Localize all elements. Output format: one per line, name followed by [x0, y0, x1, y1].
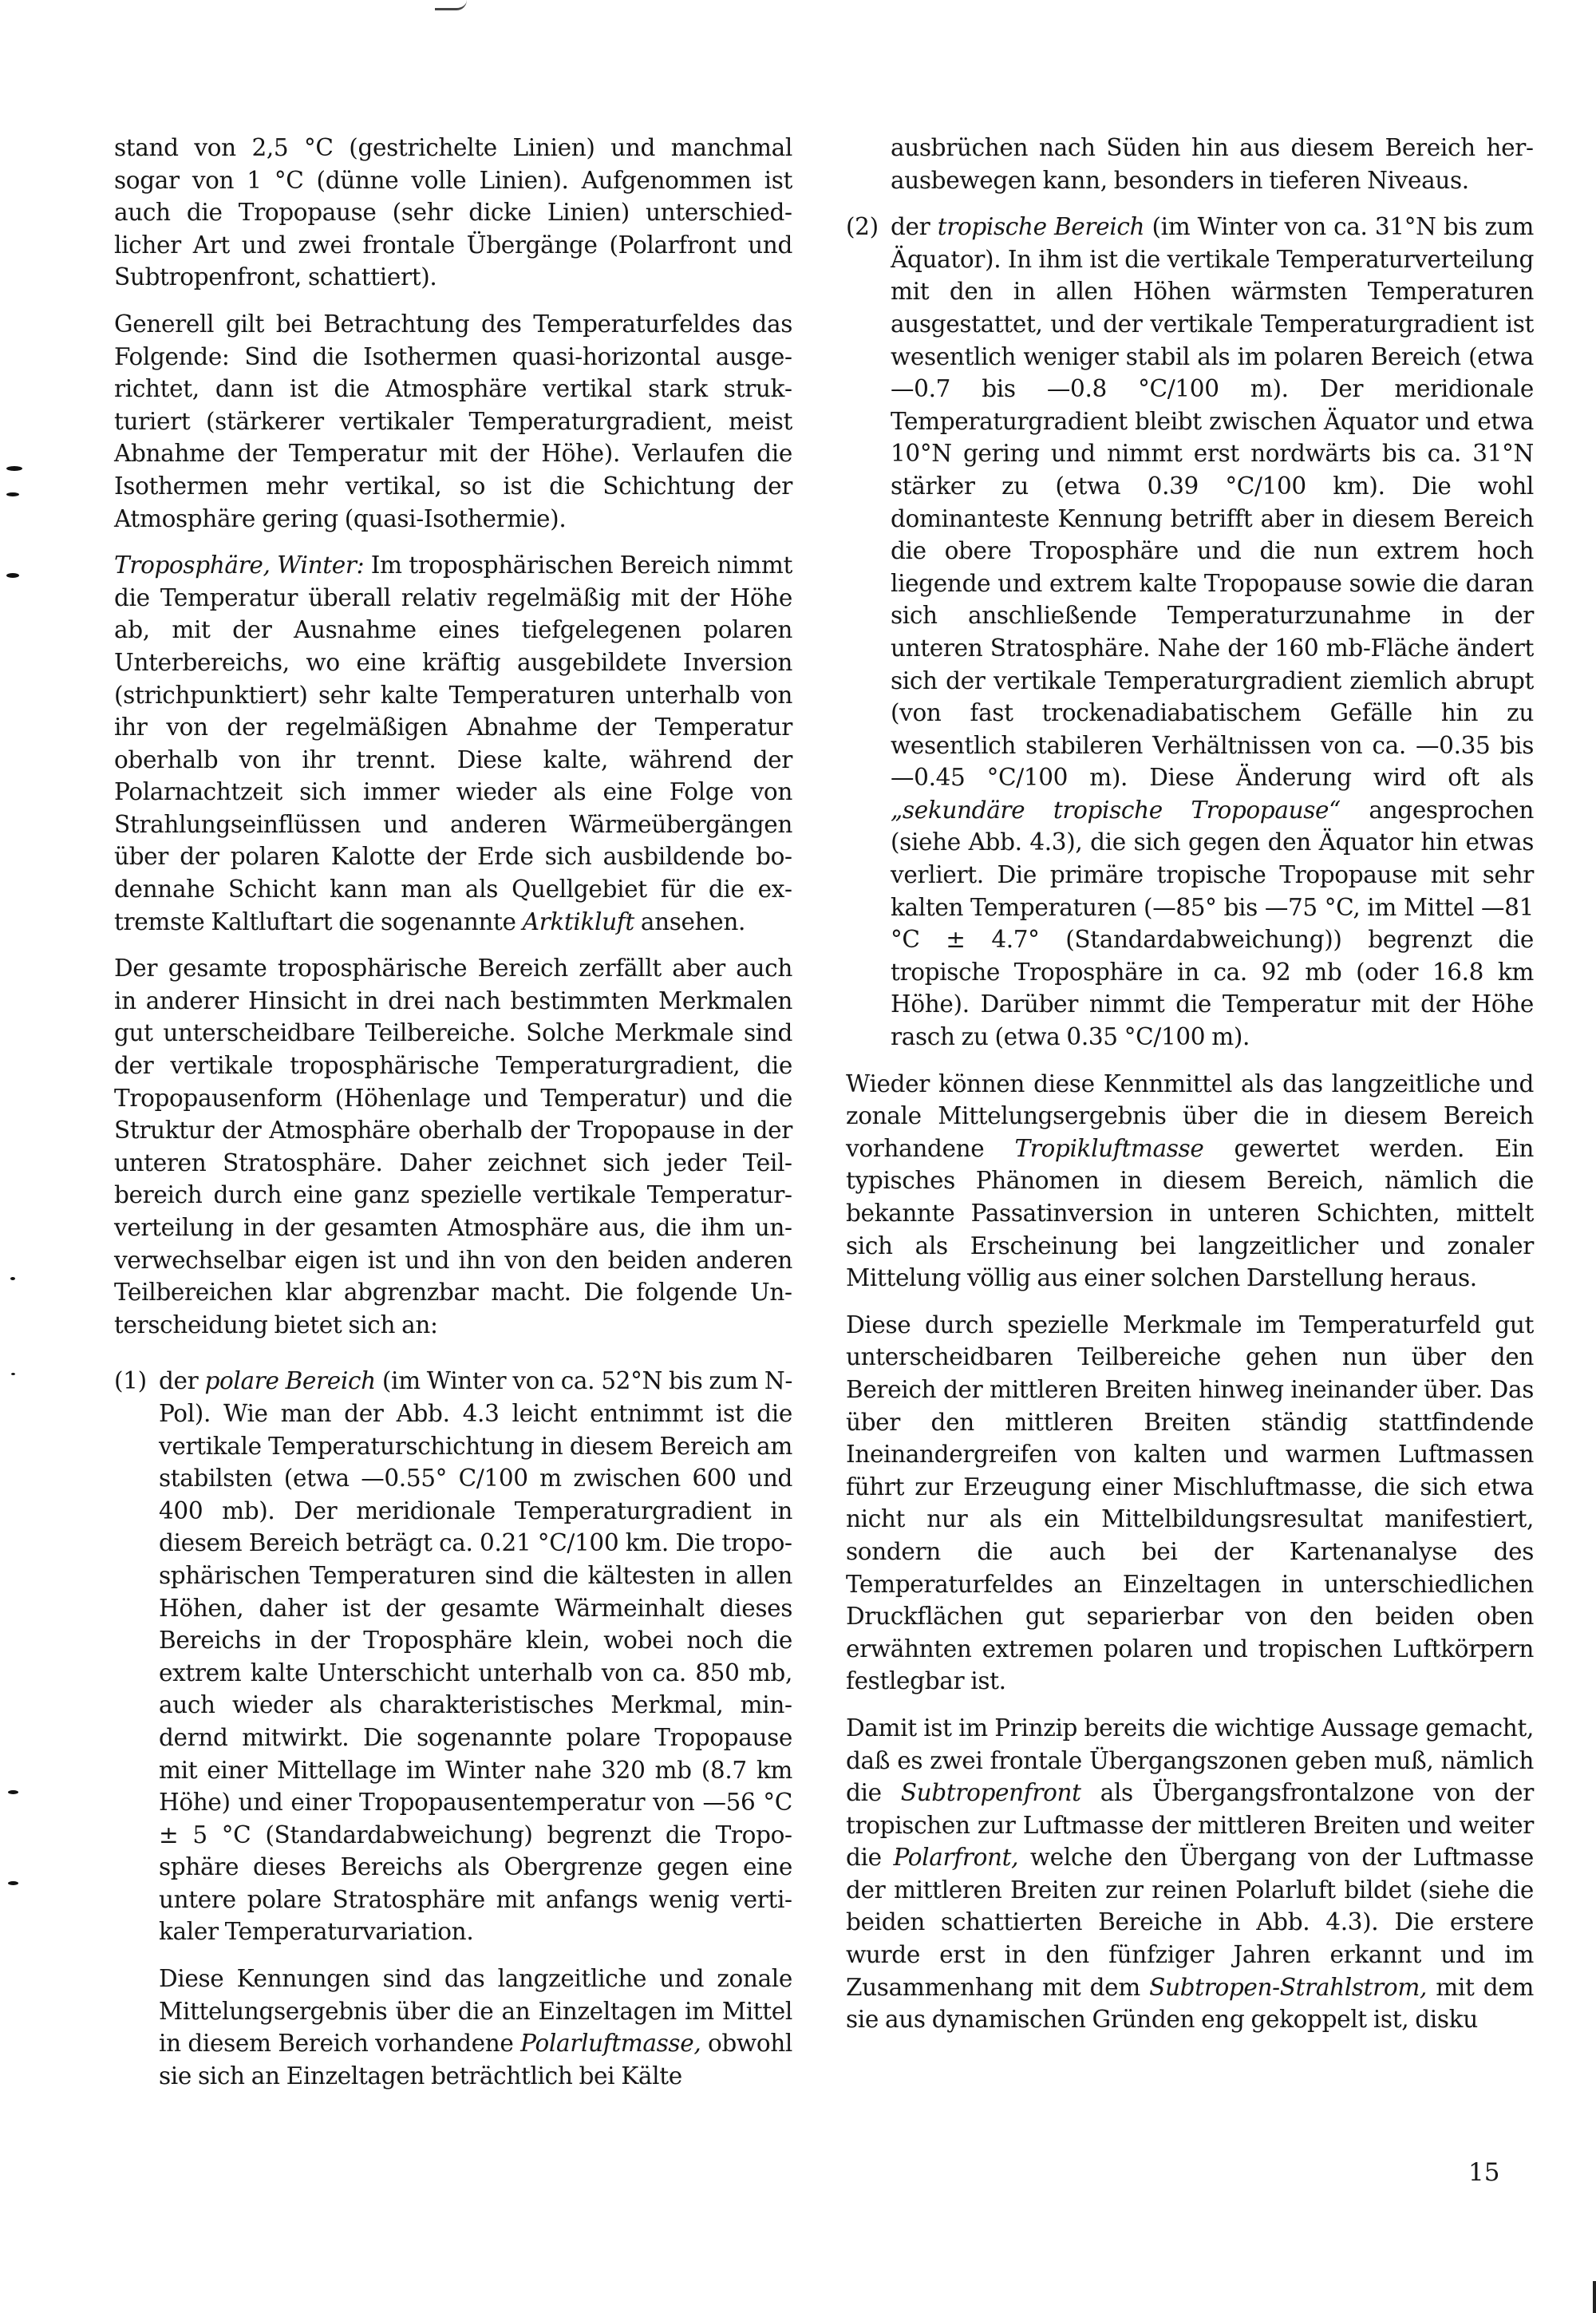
paragraph-text: gewertet werden. Ein typisches Phänomen in diesem Bereich, nämlich die bekannte Passatinversion in unteren Schichten, mittelt sich als Erscheinung bei langzeitlicher und zonaler Mittelung völlig aus einer solchen Darstellung heraus. — [846, 1134, 1534, 1292]
paragraph-text: welche den Übergang von der Luftmasse der mittleren Breiten zur reinen Polarluft bildet (siehe die beiden schattierten Bereiche in Abb. 4.3). Die erstere wurde erst in den fünfziger Jahren erkannt und im Zusammenhang mit dem — [846, 1844, 1534, 2001]
scan-artifact-top — [435, 0, 467, 10]
paragraph-three-subregions: Der gesamte troposphärische Bereich zerfällt aber auch in anderer Hinsicht in drei nach bestimmten Merkmalen gut unterscheidbare Teilbereiche. Solche Merkmale sind der vertikale troposphärische Temperaturgradient, die Tropopausenform (Höhenlage und Temperatur) und die Struktur der Atmosphäre oberhalb der Tropopause in der unteren Stratosphäre. Daher zeichnet sich jeder Teilbereich durch eine ganz spezielle vertikale Temperaturverteilung in der gesamten Atmosphäre aus, die ihm unverwechselbar eigen ist und ihn von den beiden anderen Teilbereichen klar abgrenzbar macht. Die folgende Unterscheidung bietet sich an: — [114, 955, 792, 1338]
paragraph-text: Diese Kennungen sind das langzeitliche und zonale Mittelungsergebnis über die an Einzeltagen im Mittel in diesem Bereich vorhandene — [159, 1965, 792, 2058]
list-item-polar-region — [114, 1365, 792, 1948]
paragraph-text: obwohl sie sich an Einzeltagen beträchtlich bei Kälte — [159, 2030, 792, 2090]
paragraph-text: Damit ist im Prinzip bereits die wichtige Aussage gemacht, daß es zwei frontale Übergangszonen geben muß, nämlich die — [846, 1714, 1534, 1807]
margin-mark — [6, 466, 22, 471]
paragraph-text: Wieder können diese Kennmittel als das langzeitliche und zonale Mittelungsergebnis über die in diesem Bereich vorhandene — [846, 1070, 1534, 1162]
paragraph-text: mit dem sie aus dynamischen Gründen eng gekoppelt ist, disku — [846, 1973, 1534, 2034]
paragraph-text: der — [891, 213, 938, 241]
term-tropikluftmasse: Tropikluftmasse — [1014, 1134, 1204, 1162]
paragraph-text: der — [159, 1367, 205, 1395]
paragraph-text: (im Winter von ca. 31°N bis zum Äquator). In ihm ist die vertikale Temperaturverteilung mit den in allen Höhen wärmsten Temperaturen ausgestattet, und der vertikale Temperaturgradient ist wesentlich weniger stabil als im polaren Bereich (etwa —0.7 bis —0.8 °C/100 m). Der meridionale Temperaturgradient bleibt zwischen Äquator und etwa 10°N gering und nimmt erst nordwärts bis ca. 31°N stärker zu (etwa 0.39 °C/100 km). Die wohl dominanteste Kennung betrifft aber in diesem Bereich die obere Troposphäre und die nun extrem hoch liegende und extrem kalte Tropopause sowie die daran sich anschließende Temperaturzunahme in der unteren Stratosphäre. Nahe der 160 mb-Fläche ändert sich der vertikale Temperaturgradient ziemlich abrupt (von fast trockenadiabatischem Gefälle hin zu wesentlich stabileren Verhältnissen von ca. —0.35 bis —0.45 °C/100 m). Diese Änderung wird oft als — [891, 213, 1535, 792]
paragraph-text: Im troposphärischen Bereich nimmt die Temperatur überall relativ regelmäßig mit der Höhe ab, mit der Ausnahme eines tiefgelegenen polaren Unterbereichs, wo eine kräftig ausgebildete Inversion (strichpunktiert) sehr kalte Temperaturen unterhalb von ihr von der regelmäßigen Abnahme der Temperatur oberhalb von ihr trennt. Diese kalte, während der Polarnachtzeit sich immer wieder als eine Folge von Strahlungseinflüssen und anderen Wärmeübergängen über der polaren Kalotte der Erde sich ausbildende bodennahe Schicht kann man als Quellgebiet für die extremste Kaltluftart die sogenannte — [114, 552, 793, 935]
margin-mark — [6, 573, 19, 578]
list-item-tropical-region — [846, 211, 1534, 1053]
paragraph-continuation: ausbrüchen nach Süden hin aus diesem Bereich herausbewegen kann, besonders in tieferen Niveaus. — [891, 134, 1534, 194]
paragraph-frontal-zones — [846, 1712, 1534, 2036]
margin-mark — [6, 492, 19, 496]
term-polare-bereich: polare Bereich — [204, 1367, 376, 1395]
term-polarluftmasse: Polarluftmasse, — [520, 2030, 701, 2058]
term-subtropen-strahlstrom: Subtropen-Strahlstrom, — [1149, 1973, 1427, 2001]
margin-mark — [11, 1373, 15, 1375]
scan-artifact-edge — [1593, 2281, 1596, 2313]
margin-mark — [8, 1790, 18, 1794]
term-sekundaere-tropopause: „sekundäre tropische Tropopause“ — [891, 796, 1341, 824]
paragraph-text: ansehen. — [634, 907, 746, 935]
paragraph-text: (im Winter von ca. 52°N bis zum N-Pol). Wie man der Abb. 4.3 leicht entnimmt ist die vertikale Temperaturschichtung in diesem Bereich am stabilsten (etwa —0.55° C/100 m zwischen 600 und 400 mb). Der meridionale Temperaturgradient in diesem Bereich beträgt ca. 0.21 °C/100 km. Die troposphärischen Temperaturen sind die kältesten in allen Höhen, daher ist der gesamte Wärmeinhalt dieses Bereichs in der Troposphäre klein, wobei noch die extrem kalte Unterschicht unterhalb von ca. 850 mb, auch wieder als charakteristisches Merkmal, mindernd mitwirkt. Die sogenannte polare Tropopause mit einer Mittellage im Winter nahe 320 mb (8.7 km Höhe) und einer Tropopausentemperatur von —56 °C ± 5 °C (Standardabweichung) begrenzt die Troposphäre dieses Bereichs als Obergrenze gegen eine untere polare Stratosphäre mit anfangs wenig vertikaler Temperaturvariation. — [159, 1367, 793, 1946]
section-lead-in: Troposphäre, Winter: — [114, 552, 365, 579]
list-number: (2) — [846, 213, 879, 241]
margin-mark — [8, 1881, 18, 1885]
right-column — [846, 132, 1534, 2050]
paragraph-troposphere-winter — [114, 549, 792, 938]
term-tropische-bereich: tropische Bereich — [937, 213, 1145, 241]
margin-mark — [10, 1277, 15, 1280]
term-arktikluft: Arktikluft — [522, 907, 634, 935]
paragraph-text: angesprochen (siehe Abb. 4.3), die sich gegen den Äquator hin etwas verliert. Die primäre tropische Tropopause mit sehr kalten Temperaturen (—85° bis —75 °C, im Mittel —81 °C ± 4.7° (Standardabweichung)) begrenzt die tropische Troposphäre in ca. 92 mb (oder 16.8 km Höhe). Darüber nimmt die Temperatur mit der Höhe rasch zu (etwa 0.35 °C/100 m). — [891, 796, 1534, 1051]
list-number: (1) — [114, 1367, 147, 1395]
paragraph-polar-airmass — [114, 1963, 792, 2092]
term-subtropenfront: Subtropenfront — [900, 1779, 1081, 1807]
paragraph-isotherm-legend: stand von 2,5 °C (gestrichelte Linien) und manchmal sogar von 1 °C (dünne volle Linien). Aufgenommen ist auch die Tropopause (sehr dicke Linien) unterschiedlicher Art und zwei frontale Übergänge (Polarfront und Subtropenfront, schattiert). — [114, 134, 792, 291]
term-polarfront: Polarfront, — [893, 1844, 1019, 1872]
paragraph-temperature-field: Generell gilt bei Betrachtung des Temperaturfeldes das Folgende: Sind die Isothermen quasi-horizontal ausgerichtet, dann ist die Atmosphäre vertikal stark strukturiert (stärkerer vertikaler Temperaturgradient, meist Abnahme der Temperatur mit der Höhe). Verlaufen die Isothermen mehr vertikal, so ist die Schichtung der Atmosphäre gering (quasi-Isothermie). — [114, 310, 792, 532]
page-number: 15 — [1468, 2158, 1500, 2187]
paragraph-tropical-airmass — [846, 1068, 1534, 1295]
paragraph-mid-latitudes: Diese durch spezielle Merkmale im Temperaturfeld gut unterscheidbaren Teilbereiche gehen nun über den Bereich der mittleren Breiten hinweg ineinander über. Das über den mittleren Breiten ständig stattfindende Ineinandergreifen von kalten und warmen Luftmassen führt zur Erzeugung einer Mischluftmasse, die sich etwa nicht nur als ein Mittelbildungsresultat manifestiert, sondern die auch bei der Kartenanalyse des Temperaturfeldes an Einzeltagen in unterschiedlichen Druckflächen gut separierbar von den beiden oben erwähnten extremen polaren und tropischen Luftkörpern festlegbar ist. — [846, 1311, 1534, 1695]
paragraph-text: als Übergangsfrontalzone von der tropischen zur Luftmasse der mittleren Breiten und weiter die — [846, 1779, 1534, 1872]
left-column — [114, 132, 792, 2106]
